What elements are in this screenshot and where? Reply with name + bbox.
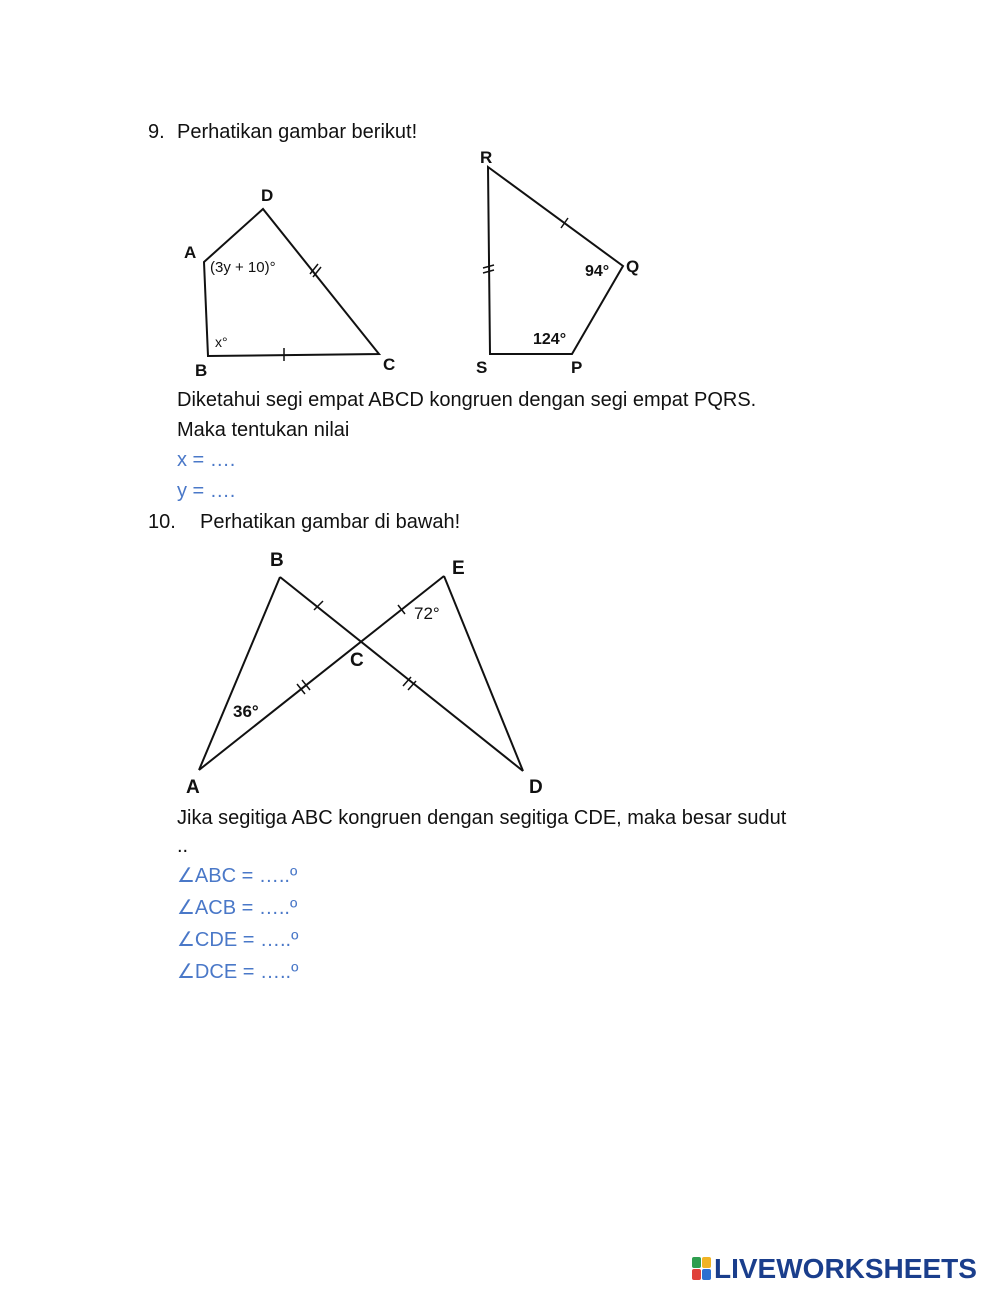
label-b: B [195,361,208,380]
label-d: D [261,186,274,205]
label-q: Q [626,257,640,276]
angle-q-label: 94° [585,263,610,280]
label-b: B [270,550,284,571]
label-a: A [184,243,197,262]
angle-a-label: 36° [233,702,259,721]
segment-ed [444,576,523,771]
q9-answer-x[interactable]: x = …. [177,449,236,471]
label-c: C [350,650,364,671]
q10-statement-1: Jika segitiga ABC kongruen dengan segitiga CDE, maka besar sudut [177,807,787,829]
label-s: S [476,358,488,377]
label-c: C [383,355,396,374]
segment-ae [199,576,444,770]
label-r: R [480,148,493,167]
q10-answer-abc[interactable]: ∠ABC = …..º [177,865,298,887]
q10-answer-cde[interactable]: ∠CDE = …..º [177,929,299,951]
q9-statement-1: Diketahui segi empat ABCD kongruen dengan segi empat PQRS. [177,389,757,411]
label-e: E [452,558,465,579]
q9-number: 9. [148,121,165,143]
q10-answer-acb[interactable]: ∠ACB = …..º [177,897,298,919]
q10-answer-dce[interactable]: ∠DCE = …..º [177,961,299,983]
q9-statement-2: Maka tentukan nilai [177,419,350,441]
q10-number: 10. [148,511,176,533]
logo-mark-icon [692,1257,712,1281]
q10-prompt: Perhatikan gambar di bawah! [200,511,461,533]
brand-name: LIVEWORKSHEETS [714,1253,977,1284]
angle-e-label: 72° [414,604,440,623]
liveworksheets-logo [692,1254,977,1284]
segment-bd [280,577,523,771]
segment-ab [199,577,280,770]
label-a: A [186,777,200,798]
q10-statement-2: .. [177,835,189,857]
label-p: P [571,358,583,377]
angle-a-label: (3y + 10)° [210,259,276,276]
angle-b-label: x° [215,334,228,350]
q9-answer-y[interactable]: y = …. [177,480,236,502]
label-d: D [529,777,543,798]
q9-prompt: Perhatikan gambar berikut! [177,121,418,143]
angle-p-label: 124° [533,331,567,348]
